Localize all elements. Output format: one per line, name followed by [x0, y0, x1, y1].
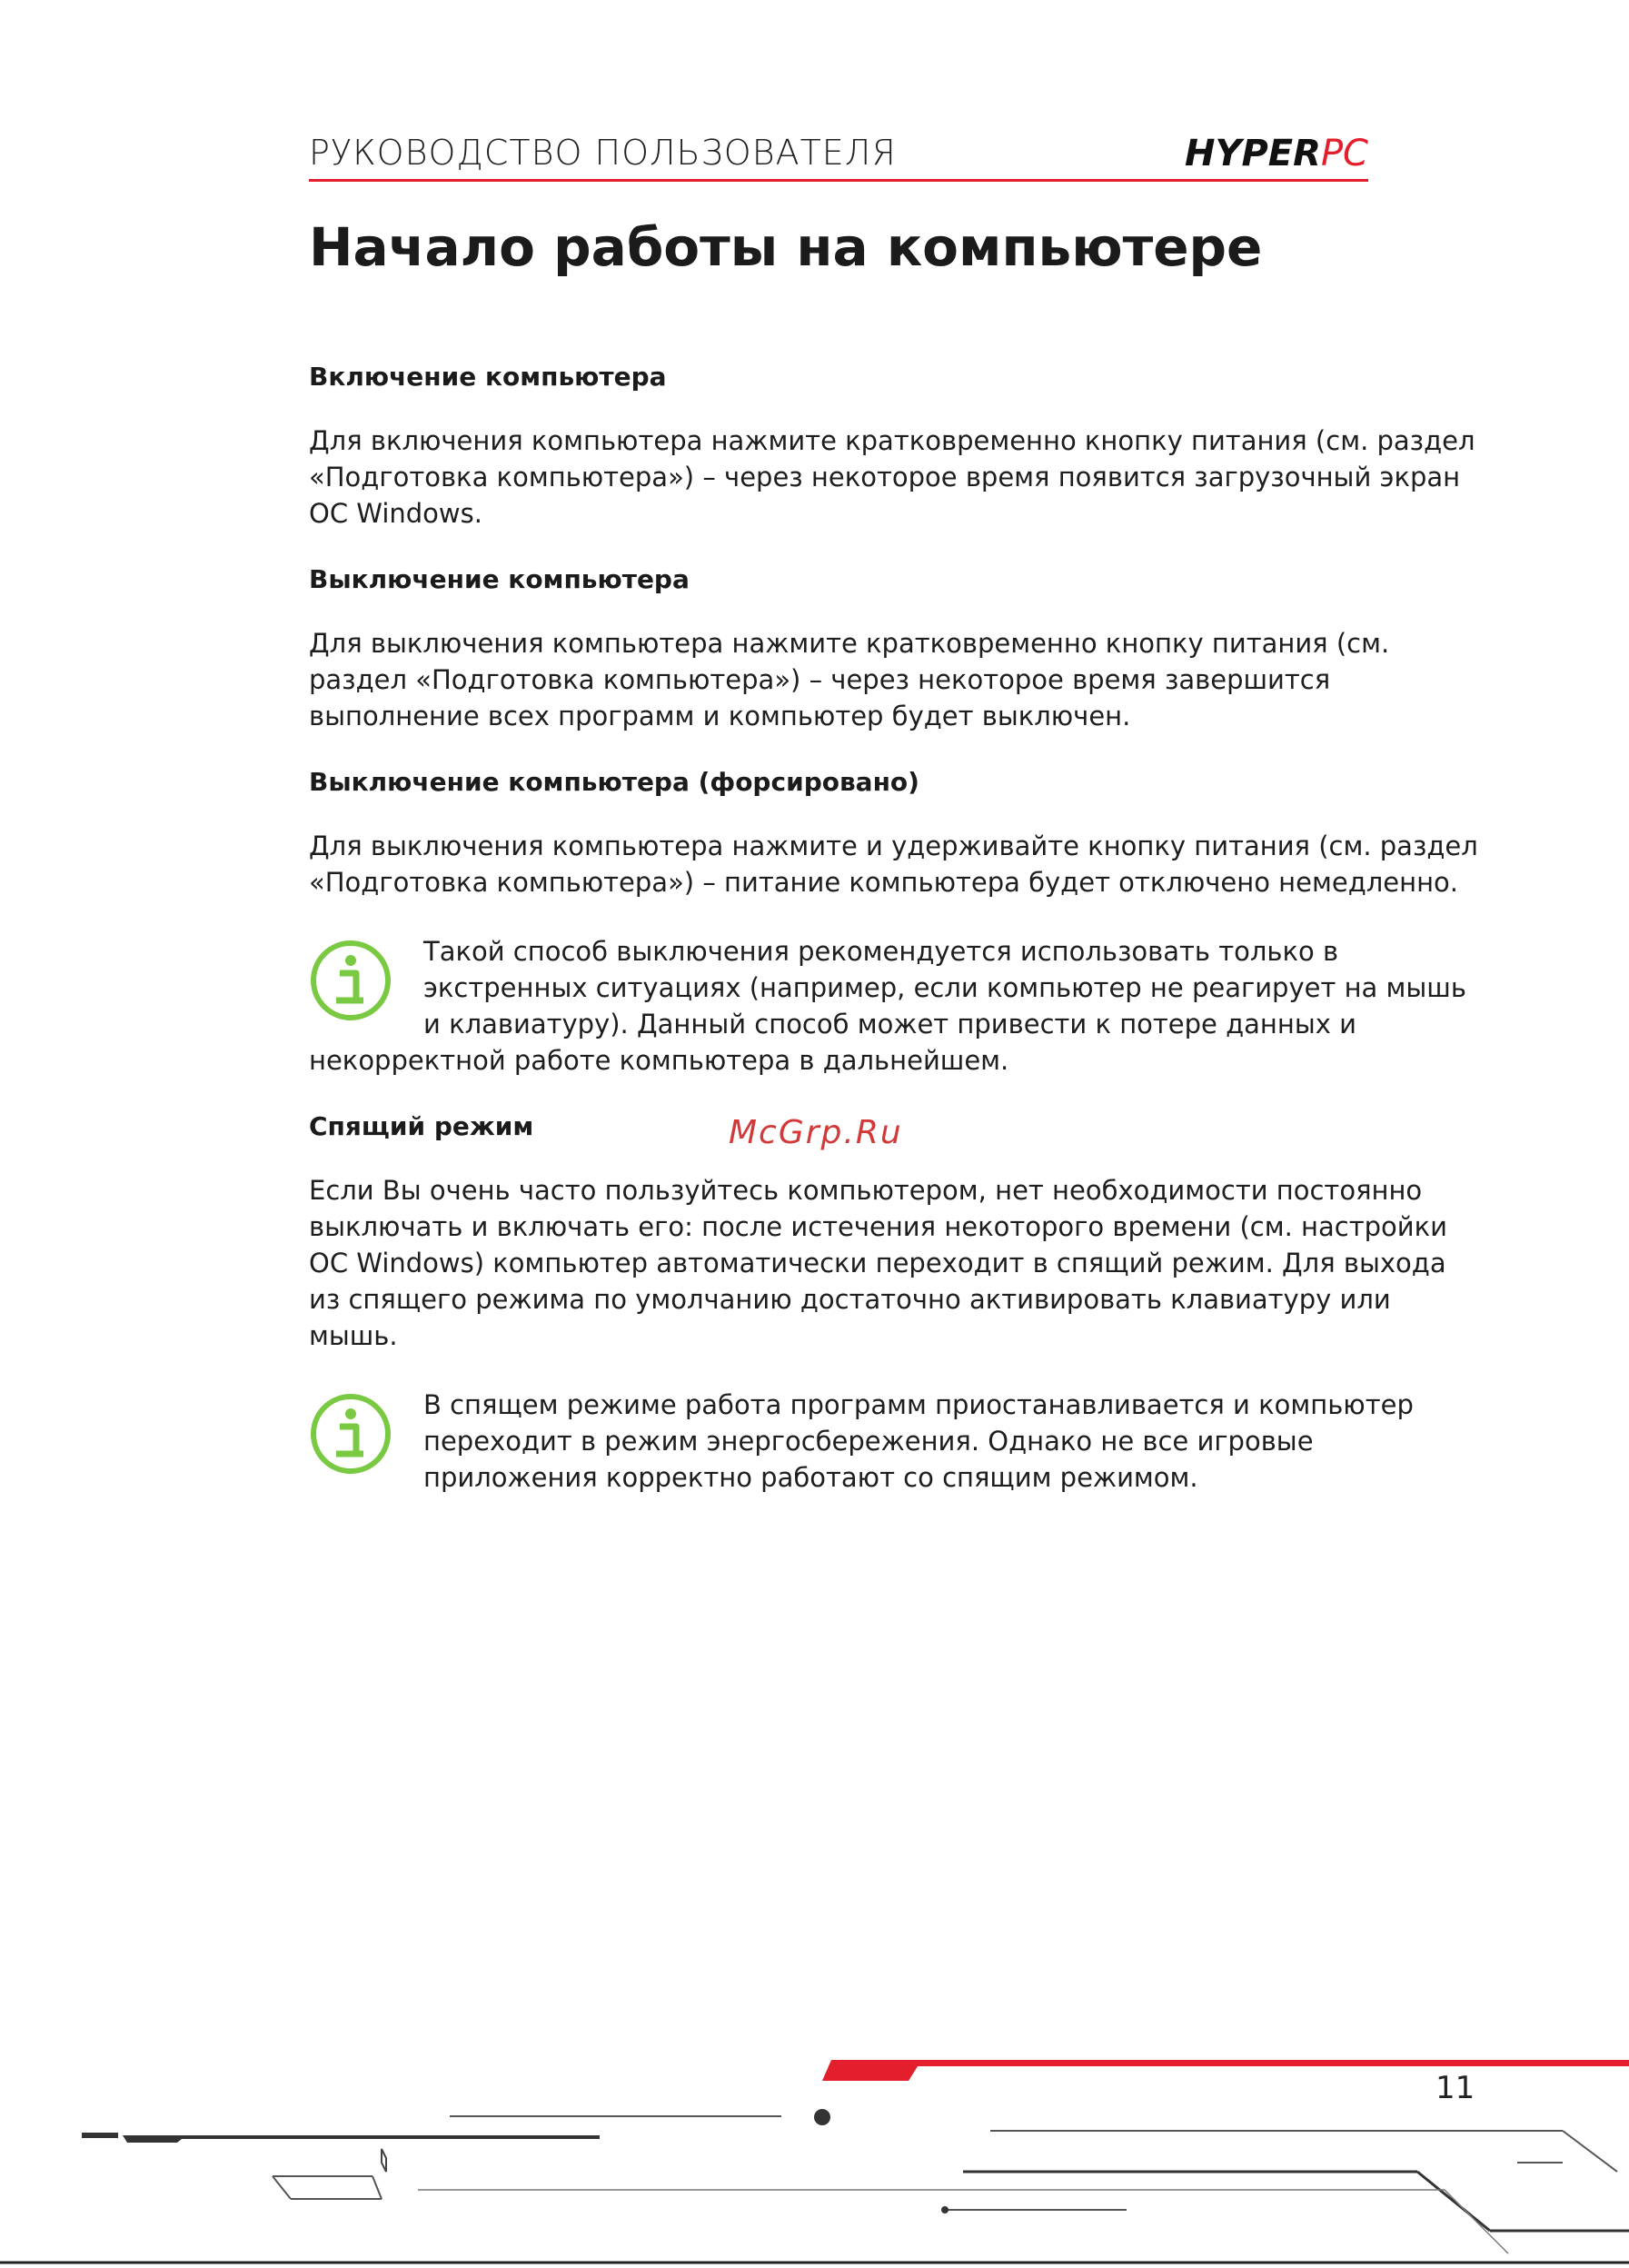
watermark: McGrp.Ru [729, 1114, 903, 1151]
section-heading-sleep: Спящий режим [309, 1111, 534, 1141]
page-number: 11 [1435, 2070, 1475, 2106]
info-note-sleep [309, 1387, 1481, 1496]
footer-circuit-decoration [0, 2044, 1629, 2268]
page-header [309, 125, 1368, 182]
content [309, 362, 1481, 1528]
brand-logo [1185, 133, 1368, 174]
header-title: РУКОВОДСТВО ПОЛЬЗОВАТЕЛЯ [309, 133, 897, 173]
section-heading-power-on: Включение компьютера [309, 362, 667, 392]
info-icon [309, 939, 392, 1022]
section-text-power-off: Для выключения компьютера нажмите кратковременно кнопку питания (см. раздел «Подготовка компьютера») – через некоторое время завершится выполнение всех программ и компьютер будет выключен. [309, 628, 1390, 731]
section-text-sleep: Если Вы очень часто пользуйтесь компьютером, нет необходимости постоянно выключать и включать его: после истечения некоторого времени (см. настройки ОС Windows) компьютер автоматически переходит в спящий режим. Для выхода из спящего режима по умолчанию достаточно активировать клавиатуру или мышь. [309, 1175, 1447, 1351]
info-note-forced-off [309, 933, 1481, 1079]
section-heading-forced-off: Выключение компьютера (форсировано) [309, 767, 919, 797]
section-heading-power-off: Выключение компьютера [309, 564, 690, 594]
section-text-forced-off: Для выключения компьютера нажмите и удерживайте кнопку питания (см. раздел «Подготовка компьютера») – питание компьютера будет отключено немедленно. [309, 831, 1478, 898]
note-text-sleep: В спящем режиме работа программ приостанавливается и компьютер переходит в режим энергосбережения. Однако не все игровые приложения корректно работают со спящим режимом. [423, 1389, 1414, 1493]
note-text-forced-off: Такой способ выключения рекомендуется использовать только в экстренных ситуациях (например, если компьютер не реагирует на мышь и клавиатуру). Данный способ может привести к потере данных и [423, 936, 1466, 1040]
brand-main: HYPER [1185, 133, 1321, 174]
section-text-power-on: Для включения компьютера нажмите кратковременно кнопку питания (см. раздел «Подготовка компьютера») – через некоторое время появится загрузочный экран ОС Windows. [309, 425, 1475, 529]
brand-accent: PC [1320, 133, 1368, 174]
header-divider [309, 179, 1368, 182]
note-tail-forced-off: некорректной работе компьютера в дальнейшем. [309, 1045, 1009, 1076]
info-icon [309, 1392, 392, 1476]
page-title: Начало работы на компьютере [309, 216, 1263, 278]
